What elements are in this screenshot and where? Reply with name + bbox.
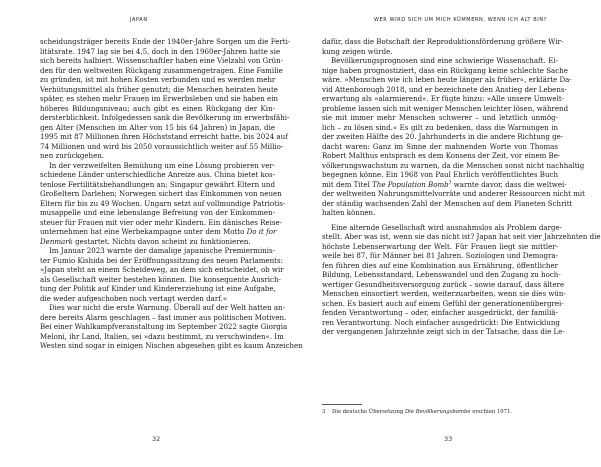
text-line: völkerungswachstum zu warnen, da die Menschen sonst nicht nachhaltig [322, 160, 585, 170]
text-line: zu gründen, ist mit hohen Kosten verbunden und es werden mehr [40, 75, 276, 84]
text-line: tenlose Fertilitätsbehandlungen an; Singapur gewährt Eltern und [40, 179, 275, 189]
text-line: fen führen dies auf eine Kombination aus Ernährung, öffentlicher [322, 260, 558, 270]
text-line: dacht waren: Ganz im Sinne der mahnenden Worte von Thomas [322, 141, 558, 151]
text-line: der zweiten Hälfte des 20. Jahrhunderts in die andere Richtung ge- [322, 132, 564, 141]
text-line: kung zeigen würde. [322, 46, 393, 56]
text-line: sich bereits halbiert. Wissenschaftler haben eine Vielzahl von Grün- [40, 56, 284, 65]
footnote: 3 Die deutsche Übersetzung Die Bevölkerungsbombe erschien 1971. [322, 409, 513, 415]
text-line: vid Attenborough 2018, und er bezeichnete den Anstieg der Lebens- [322, 84, 567, 94]
text-line: unternehmen hat eine Werbekampagne unter dem Motto Do it for [40, 227, 277, 236]
text-line: der ständig wachsenden Zahl der Menschen auf dem Planeten Schritt [322, 198, 573, 208]
text-line: Eine alternde Gesellschaft wird ausnahmslos als Problem darge- [331, 222, 563, 232]
text-line: Dies war nicht die erste Warnung. Überall auf der Welt hatten an- [49, 303, 285, 312]
text-line: litätsrate. 1947 lag sie bei 4,5, doch in den 1960er-Jahren hatte sie [40, 46, 281, 56]
text-line: halten können. [322, 208, 376, 217]
right-page-body [322, 37, 601, 337]
text-line: als Gesellschaft weiter bestehen können. Die konsequente Ausrich- [40, 274, 281, 284]
text-line: tung der Politik auf Kinder und Kindererziehung ist eine Aufgabe, [40, 284, 276, 293]
text-line: lich – zu lösen sind.« Es gilt zu bedenken, dass die Warnungen in [322, 122, 558, 132]
text-line: höheres Bildungsniveau; auch gibt es einen Rückgang der Kin- [40, 103, 275, 113]
text-line: stellt. Aber was ist, wenn sie das nicht ist? Japan hat seit vier Jahrzehnten die [322, 232, 601, 241]
text-line: weile bei 87, für Männer bei 81 Jahren. Soziologen und Demogra- [322, 251, 558, 260]
text-line: Robert Malthus entsprach es dem Konsens der Zeit, vor einem Be- [322, 151, 561, 160]
text-line: Menschen einsortiert werden, weiterzuarbeiten, wenn sie dies wün- [322, 289, 566, 298]
text-line: Verhütungsmittel als früher genutzt; die Menschen heiraten heute [40, 84, 278, 94]
text-line: Meloni, ihr Land, Italien, sei »dazu bestimmt, zu verschwinden«. Im [40, 331, 284, 341]
text-line: der vergangenen Jahrzehnte zeigt sich in der Tatsache, dass die Le- [322, 327, 565, 336]
text-line: scheidungsträger bereits Ende der 1940er-Jahre Sorgen um die Ferti- [40, 37, 291, 46]
text-line: sie mit immer mehr Menschen schwerer – und letztlich unmög- [322, 113, 558, 122]
text-line: den für den weltweiten Rückgang zusammengetragen. Eine Familie [40, 65, 283, 75]
text-line: höchste Lebenserwartung der Welt. Für Frauen liegt sie mittler- [322, 241, 558, 251]
text-line: probleme lassen sich mit weniger Menschen leichter lösen, während [322, 103, 569, 113]
book-title: The Population Bomb [372, 179, 449, 189]
text-line: Denmark gestartet. Nichts davon scheint zu funktionieren. [40, 236, 251, 246]
text-line: später, es stehen mehr Frauen im Erwerbsleben und sie haben ein [40, 94, 279, 103]
text-line: begegnen könne. Ein 1968 von Paul Ehrlich veröffentlichtes Buch [322, 170, 558, 179]
text-line: In der verzweifelten Bemühung um eine Lösung probieren ver- [49, 160, 275, 170]
right-page [300, 0, 600, 467]
text-line: Im Januar 2023 warnte der damalige japanische Premierminis- [49, 246, 275, 255]
text-line: mit dem Titel The Population Bomb$^3$ warnte davor, dass die weltwei- [322, 179, 567, 189]
text-line: fenden Verantwortung – oder, einfacher ausgedrückt, der familiä- [322, 308, 558, 317]
running-head-left: JAPAN [130, 17, 148, 23]
text-line: Bildung, Lebensstandard, Lebenswandel und den Zugang zu hoch- [322, 270, 561, 279]
text-line: ter Fumio Kishida bei der Eröffnungssitzung des neuen Parlaments: [40, 255, 283, 265]
text-line: ren Verantwortung. Noch einfacher ausgedrückt: Die Entwicklung [322, 317, 560, 327]
text-line: wertiger Gesundheitsversorgung zurück – sowie darauf, dass ältere [322, 279, 565, 289]
text-line: die weder aufgeschoben noch vertagt werden darf.« [40, 293, 228, 303]
text-line: der weltweiten Nahrungsmittelvorräte und anderer Ressourcen nicht mit [322, 189, 585, 198]
text-line: Westen sind sogar in einigen Nischen abgesehen gibt es kaum Anzeichen [40, 341, 303, 350]
text-line: nen zurückgehen. [40, 151, 105, 160]
text-line: 74 Millionen und wird bis 2050 voraussichtlich weiter auf 55 Millio- [40, 141, 284, 151]
text-line: »Japan steht an einem Scheideweg, an dem sich entscheidet, ob wir [40, 265, 284, 274]
text-line: erwartung als »alarmierend«. Er fügte hinzu: »Alle unsere Umwelt- [322, 94, 565, 103]
text-line: schen. Es basiert auch auf einem Gefühl der generationenübergrei- [322, 298, 564, 308]
text-line: Großeltern Darlehen; Norwegen sichert das Einkommen von neuen [40, 189, 282, 198]
text-line: dafür, dass die Botschaft der Reproduktionsförderung größere Wir- [322, 37, 564, 46]
text-line: Eltern für bis zu 49 Wochen. Ungarn setzt auf vollmundige Patriotis- [40, 198, 286, 208]
text-line: musappelle und eine lebenslange Befreiung von der Einkommen- [40, 208, 275, 217]
text-line: gen Alter (Menschen im Alter von 15 bis 64 Jahren) in Japan, die [40, 122, 275, 132]
text-line: schiedene Länder unterschiedliche Anreize aus. China bietet kos- [40, 170, 275, 179]
left-page-body [40, 37, 303, 351]
page-number-right: 33 [444, 435, 453, 443]
page-number-left: 32 [152, 435, 161, 443]
footnote-rule [322, 404, 362, 405]
footnote-number: 3 [322, 409, 326, 415]
text-line: dersterblichkeit. Infolgedessen sank die Bevölkerung im erwerbsfähi- [40, 113, 290, 122]
text-line: dere bereits Alarm geschlagen – fast immer aus politischen Motiven. [40, 312, 287, 322]
text-line: nige haben prognostiziert, dass ein Rückgang keine schlechte Sache [322, 65, 568, 75]
text-line: wäre. »Menschen wie ich leben heute länger als früher«, erklärte Da- [322, 75, 572, 84]
text-line: Bei einer Wahlkampfveranstaltung im September 2022 sagte Giorgia [40, 322, 288, 331]
running-head-right: WER WIRD SICH UM MICH KÜMMERN, WENN ICH ALT BIN? [374, 17, 547, 23]
text-line: 1995 mit 87 Millionen ihren Höchststand erreicht hatte, bis 2024 auf [40, 132, 288, 141]
text-line: steuer für Frauen mit vier oder mehr Kindern. Ein dänisches Reise- [40, 217, 283, 227]
footnote-marker: 3 [448, 180, 452, 186]
text-line: Bevölkerungsprognosen sind eine schwierige Wissenschaft. Ei- [331, 56, 558, 65]
